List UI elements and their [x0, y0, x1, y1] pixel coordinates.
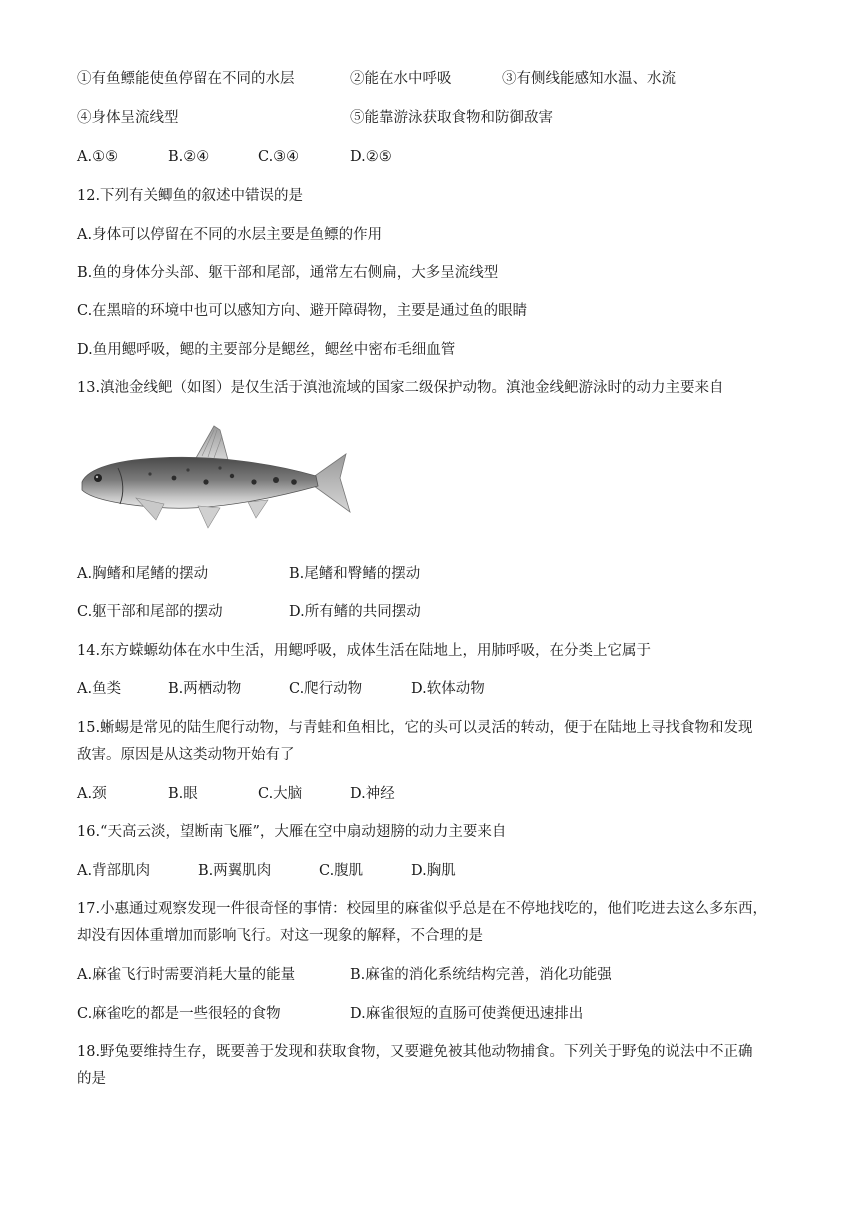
q16-option-b: B.两翼肌肉: [198, 863, 272, 879]
choice-d: D.②⑤: [350, 149, 392, 165]
statement-5: ⑤能靠游泳获取食物和防御敌害: [350, 110, 553, 126]
q15-option-a: A.颈: [77, 786, 107, 802]
q18-stem-line2: 的是: [77, 1071, 106, 1087]
q14-stem: 14.东方蝾螈幼体在水中生活，用鳃呼吸，成体生活在陆地上，用肺呼吸，在分类上它属于: [77, 643, 652, 659]
q13-option-a: A.胸鳍和尾鳍的摆动: [77, 566, 209, 582]
q17-option-d: D.麻雀很短的直肠可使粪便迅速排出: [350, 1006, 584, 1022]
q16-stem: 16.“天高云淡，望断南飞雁”，大雁在空中扇动翅膀的动力主要来自: [77, 824, 507, 840]
q12-option-c: C.在黑暗的环境中也可以感知方向、避开障碍物，主要是通过鱼的眼睛: [77, 303, 528, 319]
q17-stem-line1: 17.小惠通过观察发现一件很奇怪的事情：校园里的麻雀似乎总是在不停地找吃的，他们吃进去这么多东西，: [77, 901, 768, 917]
q16-option-d: D.胸肌: [411, 863, 456, 879]
q12-option-d: D.鱼用鳃呼吸，鳃的主要部分是鳃丝，鳃丝中密布毛细血管: [77, 342, 456, 358]
statement-4: ④身体呈流线型: [77, 110, 179, 126]
q18-stem-line1: 18.野兔要维持生存，既要善于发现和获取食物，又要避免被其他动物捕食。下列关于野兔的说法中不正确: [77, 1044, 753, 1060]
choice-a: A.①⑤: [77, 149, 119, 165]
fish-illustration: [78, 420, 352, 532]
q14-option-c: C.爬行动物: [289, 681, 363, 697]
q12-stem: 12.下列有关鲫鱼的叙述中错误的是: [77, 188, 304, 204]
choice-c: C.③④: [258, 149, 300, 165]
q17-option-a: A.麻雀飞行时需要消耗大量的能量: [77, 967, 296, 983]
q14-option-a: A.鱼类: [77, 681, 122, 697]
q15-option-d: D.神经: [350, 786, 395, 802]
q14-option-b: B.两栖动物: [168, 681, 242, 697]
q15-option-b: B.眼: [168, 786, 198, 802]
q13-option-c: C.躯干部和尾部的摆动: [77, 604, 223, 620]
statement-1: ①有鱼鳔能使鱼停留在不同的水层: [77, 71, 295, 87]
q15-stem-line1: 15.蜥蜴是常见的陆生爬行动物，与青蛙和鱼相比，它的头可以灵活的转动，便于在陆地上寻找食物和发现: [77, 720, 753, 736]
q17-option-c: C.麻雀吃的都是一些很轻的食物: [77, 1006, 281, 1022]
q16-option-c: C.腹肌: [319, 863, 364, 879]
q13-option-d: D.所有鳍的共同摆动: [289, 604, 421, 620]
q14-option-d: D.软体动物: [411, 681, 485, 697]
choice-b: B.②④: [168, 149, 210, 165]
q12-option-b: B.鱼的身体分头部、躯干部和尾部，通常左右侧扁，大多呈流线型: [77, 265, 499, 281]
q15-option-c: C.大脑: [258, 786, 303, 802]
statement-3: ③有侧线能感知水温、水流: [502, 71, 676, 87]
q13-stem: 13.滇池金线鲃（如图）是仅生活于滇池流域的国家二级保护动物。滇池金线鲃游泳时的动力主要来自: [77, 380, 724, 396]
q16-option-a: A.背部肌肉: [77, 863, 151, 879]
q17-stem-line2: 却没有因体重增加而影响飞行。对这一现象的解释，不合理的是: [77, 928, 483, 944]
q15-stem-line2: 敌害。原因是从这类动物开始有了: [77, 747, 295, 763]
q17-option-b: B.麻雀的消化系统结构完善，消化功能强: [350, 967, 612, 983]
q13-option-b: B.尾鳍和臀鳍的摆动: [289, 566, 421, 582]
q12-option-a: A.身体可以停留在不同的水层主要是鱼鳔的作用: [77, 227, 383, 243]
statement-2: ②能在水中呼吸: [350, 71, 452, 87]
